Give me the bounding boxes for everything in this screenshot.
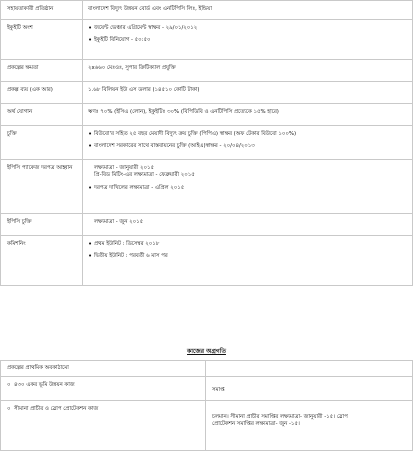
section-title: কাজের অগ্রগতি	[187, 348, 226, 355]
table-row	[1, 160, 413, 214]
task-cell	[1, 401, 206, 451]
table-row	[1, 377, 413, 401]
value-cell: ২x৬৬০ মেঃওঃ, সুপার ক্রিটিক্যাল প্রযুক্তি	[83, 60, 413, 82]
label-cell: অর্থ যোগান	[1, 104, 83, 126]
bullet-list	[88, 185, 412, 192]
header-cell-empty	[206, 361, 413, 377]
bullet-list	[88, 241, 412, 260]
table-row	[1, 60, 413, 82]
tender-target-text: লক্ষ্যমাত্রা - জানুয়ারী ২০১৫	[94, 165, 154, 171]
table-row	[1, 401, 413, 451]
list-item: • প্রথম ইউনিট : ডিসেম্বর ২০১৮	[88, 241, 412, 248]
label-cell: ইপিসি প্যাকেজ দরপত্র আহ্বান	[1, 160, 83, 214]
list-item: • দ্বিতীয় ইউনিট : পরবর্তী ৬ মাস পর	[88, 253, 412, 260]
progress-table	[0, 360, 413, 451]
status-text: সমাপ্ত	[212, 387, 225, 393]
list-item: • ইকুইটি বিনিয়োগ - ৫০:৫০	[88, 37, 412, 44]
status-text-line: চলমান। সীমানা প্রাচীর সমাপ্তির লক্ষ্যমাত্রা- জানুয়ারী -১৫। স্লোপ	[212, 414, 348, 420]
value-cell: বাংলাদেশ বিদ্যুৎ উন্নয়ন বোর্ড এবং এনটিপিসি লিঃ, ইন্ডিয়া	[83, 1, 413, 20]
pre-bid-target-text: প্রি-বিড মিটিং-এর লক্ষ্যমাত্রা - ফেব্রুয়ারী ২০১৫	[94, 172, 195, 179]
table-row	[1, 1, 413, 20]
status-text-line: প্রোটেকশন সমাপ্তির লক্ষ্যমাত্রা- জুন -১৫।	[212, 421, 300, 428]
value-cell	[83, 214, 413, 236]
label-cell: প্রকল্পের ক্ষমতা	[1, 60, 83, 82]
label-cell: সহায়তাকারী প্রতিষ্ঠান	[1, 1, 83, 20]
value-cell	[83, 236, 413, 286]
label-cell: ইপিসি চুক্তি	[1, 214, 83, 236]
value-cell: ১.৬৮ বিলিয়ন ইউ এস ডলার (১৪৫১০ কোটি টাকা)	[83, 82, 413, 104]
list-item: • জয়েন্ট ভেঞ্চার এগ্রিমেন্ট স্বাক্ষর - ২৯/০১/২০১২	[88, 25, 412, 32]
status-cell	[206, 401, 413, 451]
table-row	[1, 361, 413, 377]
header-cell: প্রকল্পের প্রাথমিক অবকাঠামো	[1, 361, 206, 377]
list-marker: ০	[7, 382, 11, 388]
table-row	[1, 82, 413, 104]
bullet-list	[88, 131, 412, 150]
label-cell: ইকুইটি অংশ	[1, 20, 83, 60]
list-item: • বিউবো'র সহিত ২৫ বছর মেয়াদী বিদ্যুৎ ক্রয় চুক্তি (পিপিএ) স্বাক্ষর (অফ টেকার বিউবো ১০০%)	[88, 131, 412, 138]
table-row	[1, 20, 413, 60]
task-text: সীমানা প্রাচীর ও স্লোপ প্রোটেকশন কাজ	[14, 406, 99, 412]
value-cell	[83, 20, 413, 60]
status-cell	[206, 377, 413, 401]
value-cell	[83, 160, 413, 214]
label-cell: চুক্তি	[1, 126, 83, 160]
label-cell: কমিশনিং	[1, 236, 83, 286]
table-row	[1, 126, 413, 160]
epc-contract-target: লক্ষ্যমাত্রা - জুন ২০১৫	[94, 219, 144, 225]
table-row	[1, 236, 413, 286]
list-marker: ০	[7, 406, 11, 412]
table-row	[1, 104, 413, 126]
table-row	[1, 214, 413, 236]
task-text: ৪৩০ একর ভূমি উন্নয়ন কাজ	[14, 382, 75, 388]
task-cell	[1, 377, 206, 401]
value-cell	[83, 126, 413, 160]
label-cell: প্রকল্প ব্যয় (এক আর)	[1, 82, 83, 104]
list-item: • দরপত্র দাখিলের লক্ষ্যমাত্রা - এপ্রিল ২০১৫	[88, 185, 412, 192]
list-item: • বাংলাদেশ সরকারের সাথে বাস্তবায়নের চুক্তি (আইএ)স্বাক্ষর - ২০/০৪/২০১৩	[88, 143, 412, 150]
bullet-list	[88, 25, 412, 44]
value-cell: ঋণঃ ৭০% (ইসিএ (লোন), ইকুইটিঃ ৩০% (বিপিডিবি ও এনটিপিসি প্রত্যেকে ১৫% হারে)	[83, 104, 413, 126]
